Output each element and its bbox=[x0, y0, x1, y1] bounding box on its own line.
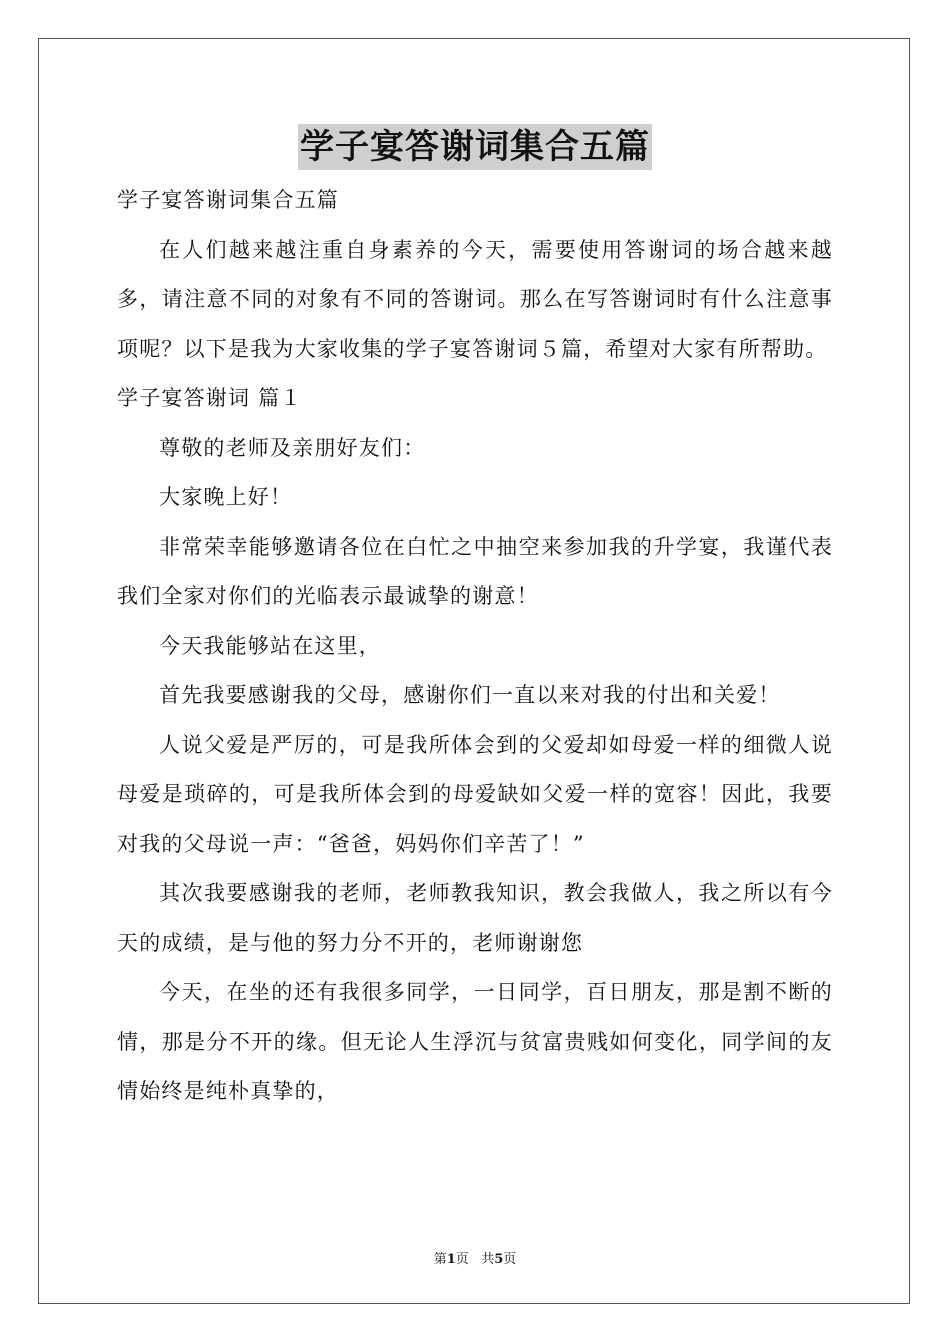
document-body bbox=[117, 176, 833, 1117]
page-number-prefix: 第 bbox=[433, 1252, 447, 1267]
body-paragraph: 首先我要感谢我的父母，感谢你们一直以来对我的付出和关爱！ bbox=[159, 683, 781, 707]
body-paragraph: 非常荣幸能够邀请各位在白忙之中抽空来参加我的升学宴，我谨代表我们全家对你们的光临表示最诚挚的谢意！ bbox=[117, 534, 833, 608]
section-heading: 学子宴答谢词 篇１ bbox=[117, 386, 303, 410]
body-paragraph: 大家晚上好！ bbox=[159, 485, 293, 509]
body-paragraph: 在人们越来越注重自身素养的今天，需要使用答谢词的场合越来越多，请注意不同的对象有不同的答谢词。那么在写答谢词时有什么注意事项呢？以下是我为大家收集的学子宴答谢词５篇，希望对大家有所帮助。 bbox=[117, 237, 833, 361]
document-title-text: 学子宴答谢词集合五篇 bbox=[298, 124, 652, 170]
body-paragraph: 其次我要感谢我的老师，老师教我知识，教会我做人，我之所以有今天的成绩，是与他的努力分不开的，老师谢谢您 bbox=[117, 881, 833, 955]
body-paragraph: 尊敬的老师及亲朋好友们： bbox=[159, 435, 426, 460]
total-pages-suffix: 页 bbox=[503, 1252, 517, 1267]
current-page-number: 1 bbox=[446, 1252, 456, 1267]
page-footer bbox=[0, 1248, 950, 1267]
document-title bbox=[0, 124, 950, 170]
total-page-count: 5 bbox=[494, 1252, 504, 1267]
body-paragraph: 学子宴答谢词集合五篇 bbox=[117, 188, 339, 212]
body-paragraph: 人说父爱是严厉的，可是我所体会到的父爱却如母爱一样的细微人说母爱是琐碎的，可是我所体会到的母爱缺如父爱一样的宽容！因此，我要对我的父母说一声：“爸爸，妈妈你们辛苦了！” bbox=[117, 732, 833, 856]
page-number-suffix: 页 bbox=[455, 1252, 469, 1267]
body-paragraph: 今天我能够站在这里， bbox=[159, 633, 381, 658]
body-paragraph: 今天，在坐的还有我很多同学，一日同学，百日朋友，那是割不断的情，那是分不开的缘。但无论人生浮沉与贫富贵贱如何变化，同学间的友情始终是纯朴真挚的， bbox=[117, 980, 833, 1103]
total-pages-prefix: 共 bbox=[481, 1252, 495, 1267]
